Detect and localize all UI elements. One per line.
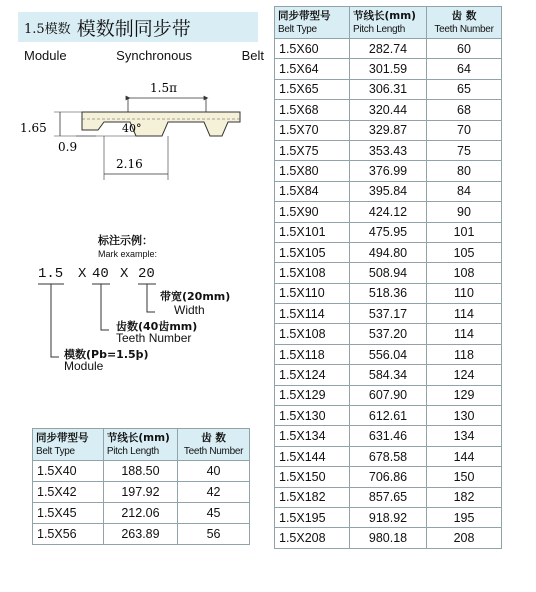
cell-teeth-number: 75 xyxy=(427,140,502,160)
cell-belt-type: 1.5X70 xyxy=(275,120,350,140)
subtitle-word-synchronous: Synchronous xyxy=(116,48,193,63)
cell-belt-type: 1.5X42 xyxy=(33,482,104,503)
cell-teeth-number: 144 xyxy=(427,446,502,466)
cell-teeth-number: 45 xyxy=(178,503,250,524)
cell-teeth-number: 105 xyxy=(427,242,502,262)
cell-teeth-number: 114 xyxy=(427,324,502,344)
table-row xyxy=(275,385,502,405)
cell-teeth-number: 80 xyxy=(427,161,502,181)
cell-belt-type: 1.5X144 xyxy=(275,446,350,466)
label-teeth-en: Teeth Number xyxy=(116,331,192,345)
table-row xyxy=(275,161,502,181)
cell-pitch-length: 980.18 xyxy=(350,528,427,548)
table-row xyxy=(275,446,502,466)
header-belt-type-cn: 同步带型号 xyxy=(278,10,331,22)
code-teeth: 40 xyxy=(92,266,109,282)
belt-profile-diagram xyxy=(20,70,250,190)
cell-belt-type: 1.5X45 xyxy=(33,503,104,524)
table-row xyxy=(275,140,502,160)
cell-teeth-number: 56 xyxy=(178,524,250,545)
table-row xyxy=(33,461,250,482)
table-row xyxy=(275,181,502,201)
tooth-height-label: 0.9 xyxy=(58,140,78,154)
header-belt-type-cn: 同步带型号 xyxy=(36,432,89,444)
cell-teeth-number: 195 xyxy=(427,507,502,527)
cell-belt-type: 1.5X105 xyxy=(275,242,350,262)
mark-example-title: 标注示例： xyxy=(98,234,153,247)
cell-belt-type: 1.5X129 xyxy=(275,385,350,405)
cell-teeth-number: 42 xyxy=(178,482,250,503)
cell-pitch-length: 188.50 xyxy=(103,461,177,482)
cell-teeth-number: 114 xyxy=(427,304,502,324)
header-pitch-length-cn: 节线长(mm) xyxy=(353,10,416,22)
cell-belt-type: 1.5X108 xyxy=(275,263,350,283)
cell-belt-type: 1.5X118 xyxy=(275,344,350,364)
table-row xyxy=(33,524,250,545)
table-row xyxy=(275,528,502,548)
cell-teeth-number: 84 xyxy=(427,181,502,201)
cell-pitch-length: 556.04 xyxy=(350,344,427,364)
belt-spec-table-small xyxy=(32,428,250,545)
cell-teeth-number: 150 xyxy=(427,467,502,487)
cell-teeth-number: 90 xyxy=(427,202,502,222)
table-row xyxy=(275,426,502,446)
cell-teeth-number: 60 xyxy=(427,39,502,59)
cell-pitch-length: 320.44 xyxy=(350,100,427,120)
belt-body xyxy=(82,112,240,136)
header-pitch-length xyxy=(350,7,427,39)
cell-pitch-length: 353.43 xyxy=(350,140,427,160)
label-module-cn: 模数(Pb=1.5þ) xyxy=(64,348,149,361)
cell-belt-type: 1.5X40 xyxy=(33,461,104,482)
table-row xyxy=(275,344,502,364)
table-row xyxy=(33,482,250,503)
cell-teeth-number: 65 xyxy=(427,79,502,99)
cell-belt-type: 1.5X130 xyxy=(275,406,350,426)
cell-teeth-number: 182 xyxy=(427,487,502,507)
cell-pitch-length: 537.20 xyxy=(350,324,427,344)
cell-teeth-number: 64 xyxy=(427,59,502,79)
cell-pitch-length: 494.80 xyxy=(350,242,427,262)
cell-belt-type: 1.5X75 xyxy=(275,140,350,160)
label-width-en: Width xyxy=(174,303,205,317)
angle-label: 40° xyxy=(122,122,142,135)
cell-pitch-length: 282.74 xyxy=(350,39,427,59)
subtitle-word-module: Module xyxy=(24,48,67,63)
cell-teeth-number: 101 xyxy=(427,222,502,242)
cell-teeth-number: 68 xyxy=(427,100,502,120)
cell-pitch-length: 584.34 xyxy=(350,365,427,385)
table-row xyxy=(275,39,502,59)
cell-belt-type: 1.5X80 xyxy=(275,161,350,181)
cell-pitch-length: 612.61 xyxy=(350,406,427,426)
table-header-row xyxy=(33,429,250,461)
table-row xyxy=(275,467,502,487)
title-module-prefix: 1.5模数 xyxy=(24,21,71,37)
cell-pitch-length: 475.95 xyxy=(350,222,427,242)
cell-belt-type: 1.5X65 xyxy=(275,79,350,99)
table-header-row xyxy=(275,7,502,39)
table-row xyxy=(275,304,502,324)
subtitle-word-belt: Belt xyxy=(241,48,264,63)
title-main: 模数制同步带 xyxy=(76,17,191,40)
cell-belt-type: 1.5X108 xyxy=(275,324,350,344)
page-title xyxy=(18,12,258,42)
cell-pitch-length: 263.89 xyxy=(103,524,177,545)
cell-pitch-length: 918.92 xyxy=(350,507,427,527)
cell-belt-type: 1.5X208 xyxy=(275,528,350,548)
cell-belt-type: 1.5X60 xyxy=(275,39,350,59)
cell-pitch-length: 424.12 xyxy=(350,202,427,222)
cell-belt-type: 1.5X134 xyxy=(275,426,350,446)
cell-pitch-length: 706.86 xyxy=(350,467,427,487)
header-belt-type xyxy=(33,429,104,461)
header-belt-type xyxy=(275,7,350,39)
header-teeth-number xyxy=(427,7,502,39)
cell-belt-type: 1.5X150 xyxy=(275,467,350,487)
width-label: 2.16 xyxy=(116,157,143,171)
cell-belt-type: 1.5X110 xyxy=(275,283,350,303)
label-width-cn: 带宽(20mm) xyxy=(160,290,231,303)
table-row xyxy=(275,242,502,262)
cell-belt-type: 1.5X84 xyxy=(275,181,350,201)
header-teeth-number-en: Teeth Number xyxy=(183,446,244,457)
cell-belt-type: 1.5X101 xyxy=(275,222,350,242)
cell-pitch-length: 212.06 xyxy=(103,503,177,524)
cell-teeth-number: 118 xyxy=(427,344,502,364)
table-row xyxy=(275,324,502,344)
cell-belt-type: 1.5X182 xyxy=(275,487,350,507)
height-label: 1.65 xyxy=(20,121,47,135)
cell-teeth-number: 124 xyxy=(427,365,502,385)
cell-pitch-length: 537.17 xyxy=(350,304,427,324)
pitch-label: 1.5π xyxy=(150,81,177,95)
cell-pitch-length: 197.92 xyxy=(103,482,177,503)
cell-belt-type: 1.5X68 xyxy=(275,100,350,120)
cell-belt-type: 1.5X90 xyxy=(275,202,350,222)
cell-pitch-length: 631.46 xyxy=(350,426,427,446)
subtitle xyxy=(24,48,264,63)
cell-teeth-number: 108 xyxy=(427,263,502,283)
belt-spec-table-main xyxy=(274,6,502,549)
header-pitch-length-en: Pitch Length xyxy=(353,24,405,35)
cell-belt-type: 1.5X124 xyxy=(275,365,350,385)
header-teeth-number-cn: 齿 数 xyxy=(201,432,226,444)
cell-pitch-length: 329.87 xyxy=(350,120,427,140)
cell-belt-type: 1.5X56 xyxy=(33,524,104,545)
cell-teeth-number: 129 xyxy=(427,385,502,405)
table-row xyxy=(275,79,502,99)
table-row xyxy=(275,283,502,303)
table-row xyxy=(275,100,502,120)
cell-pitch-length: 678.58 xyxy=(350,446,427,466)
cell-pitch-length: 376.99 xyxy=(350,161,427,181)
cell-belt-type: 1.5X64 xyxy=(275,59,350,79)
cell-pitch-length: 607.90 xyxy=(350,385,427,405)
leader-width xyxy=(147,284,155,312)
header-belt-type-en: Belt Type xyxy=(278,24,317,35)
cell-pitch-length: 518.36 xyxy=(350,283,427,303)
cell-teeth-number: 110 xyxy=(427,283,502,303)
cell-pitch-length: 395.84 xyxy=(350,181,427,201)
table-row xyxy=(275,487,502,507)
table-row xyxy=(275,365,502,385)
cell-teeth-number: 40 xyxy=(178,461,250,482)
cell-belt-type: 1.5X195 xyxy=(275,507,350,527)
header-pitch-length xyxy=(103,429,177,461)
table-row xyxy=(275,507,502,527)
table-row xyxy=(275,59,502,79)
label-module-en: Module xyxy=(64,359,104,373)
cell-pitch-length: 306.31 xyxy=(350,79,427,99)
cell-pitch-length: 301.59 xyxy=(350,59,427,79)
header-teeth-number-en: Teeth Number xyxy=(434,24,494,35)
label-teeth-cn: 齿数(40齿mm) xyxy=(116,320,198,333)
header-pitch-length-en: Pitch Length xyxy=(106,446,159,457)
table-row xyxy=(275,406,502,426)
cell-teeth-number: 134 xyxy=(427,426,502,446)
cell-pitch-length: 508.94 xyxy=(350,263,427,283)
cell-teeth-number: 130 xyxy=(427,406,502,426)
cell-teeth-number: 208 xyxy=(427,528,502,548)
table-row xyxy=(275,202,502,222)
mark-example-subtitle: Mark example: xyxy=(98,249,158,259)
code-width: 20 xyxy=(138,266,155,282)
header-teeth-number xyxy=(178,429,250,461)
cell-belt-type: 1.5X114 xyxy=(275,304,350,324)
leader-module xyxy=(51,284,59,357)
table-row xyxy=(275,263,502,283)
code-x1: X xyxy=(78,266,87,282)
cell-pitch-length: 857.65 xyxy=(350,487,427,507)
header-teeth-number-cn: 齿 数 xyxy=(451,10,477,22)
code-x2: X xyxy=(120,266,129,282)
cell-teeth-number: 70 xyxy=(427,120,502,140)
header-belt-type-en: Belt Type xyxy=(36,446,75,457)
leader-teeth xyxy=(101,284,109,330)
table-row xyxy=(275,120,502,140)
table-row xyxy=(275,222,502,242)
header-pitch-length-cn: 节线长(mm) xyxy=(106,432,170,444)
code-module: 1.5 xyxy=(38,266,64,282)
table-row xyxy=(33,503,250,524)
